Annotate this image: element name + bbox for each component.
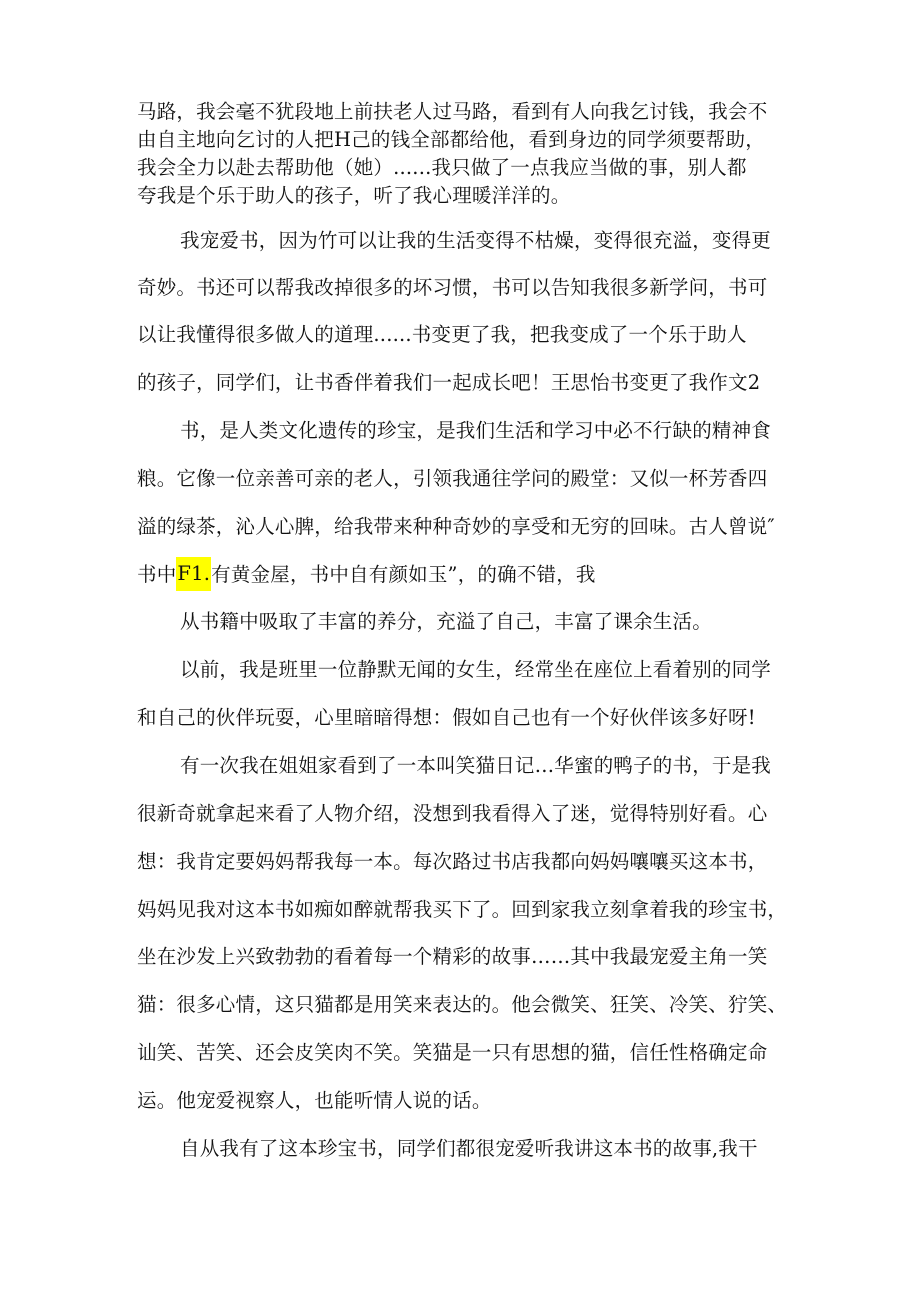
paragraph-3-line-1: 书，是人类文化遗传的珍宝，是我们生活和学习中必不行缺的精神食: [180, 419, 772, 442]
paragraph-5-line-2: 和自己的伙伴玩耍，心里暗暗得想：假如自己也有一个好伙伴该多好呀!: [137, 706, 756, 729]
paragraph-1-line-3: 我会全力以赴去帮助他（她）......我只做了一点我应当做的事，别人都: [137, 156, 747, 179]
paragraph-6-line-7: 讪笑、苦笑、还会皮笑肉不笑。笑猫是一只有思想的猫，信任性格确定命: [137, 1041, 768, 1064]
paragraph-6-line-3: 想：我肯定要妈妈帮我每一本。每次路过书店我都向妈妈嚷嚷买这本书，: [137, 850, 768, 873]
paragraph-2-line-3: 以让我懂得很多做人的道理......书变更了我，把我变成了一个乐于助人: [137, 323, 747, 346]
paragraph-5-line-1: 以前，我是班里一位静默无闻的女生，经常坐在座位上看着别的同学: [180, 658, 772, 681]
paragraph-3-line-4: [137, 563, 596, 591]
paragraph-6-line-1: 有一次我在姐姐家看到了一本叫笑猫日记…华蜜的鸭子的书，于是我: [180, 754, 772, 777]
paragraph-2-line-1: 我宠爱书，因为竹可以让我的生活变得不枯燥，变得很充溢，变得更: [180, 229, 772, 252]
paragraph-6-line-4: 妈妈见我对这本书如痴如醉就帮我买下了。回到家我立刻拿着我的珍宝书，: [137, 898, 788, 921]
paragraph-4-line-1: 从书籍中吸取了丰富的养分，充溢了自己，丰富了课余生活。: [180, 610, 712, 633]
paragraph-3-line-3: 溢的绿茶，沁人心脾，给我带来种种奇妙的享受和无穷的回味。古人曾说″: [137, 515, 775, 538]
paragraph-1-line-2: 由自主地向乞讨的人把H己的钱全部都给他，看到身边的同学须要帮助，: [137, 128, 765, 151]
paragraph-1-line-4: 夸我是个乐于助人的孩子，听了我心理暖洋洋的。: [137, 184, 571, 207]
paragraph-3-line-4-after: 有黄金屋，书中自有颜如玉”，的确不错，我: [211, 563, 596, 586]
paragraph-1-line-1: 马路，我会毫不犹段地上前扶老人过马路，看到有人向我乞讨钱，我会不: [137, 100, 768, 123]
paragraph-6-line-8: 运。他宠爱视察人，也能听情人说的话。: [137, 1089, 492, 1112]
paragraph-3-line-2: 粮。它像一位亲善可亲的老人，引领我通往学问的殿堂：又似一杯芳香四: [137, 467, 768, 490]
highlighted-text: F1.: [176, 557, 211, 591]
paragraph-6-line-5: 坐在沙发上兴致勃勃的看着每一个精彩的故事……其中我最宠爱主角一笑: [137, 945, 768, 968]
paragraph-6-line-6: 猫：很多心情，这只猫都是用笑来表达的。他会微笑、狂笑、冷笑、狞笑、: [137, 993, 788, 1016]
paragraph-2-line-4: 的孩子，同学们，让书香伴着我们一起成长吧！王思怡书变更了我作文2: [137, 371, 761, 394]
paragraph-7-line-1: 自从我有了这本珍宝书，同学们都很宠爱听我讲这本书的故事,我干: [180, 1137, 758, 1160]
paragraph-2-line-2: 奇妙。书还可以帮我改掉很多的坏习惯，书可以告知我很多新学问，书可: [137, 276, 768, 299]
paragraph-6-line-2: 很新奇就拿起来看了人物介绍，没想到我看得入了迷，觉得特别好看。心: [137, 802, 768, 825]
paragraph-3-line-4-before: 书中: [137, 563, 177, 586]
